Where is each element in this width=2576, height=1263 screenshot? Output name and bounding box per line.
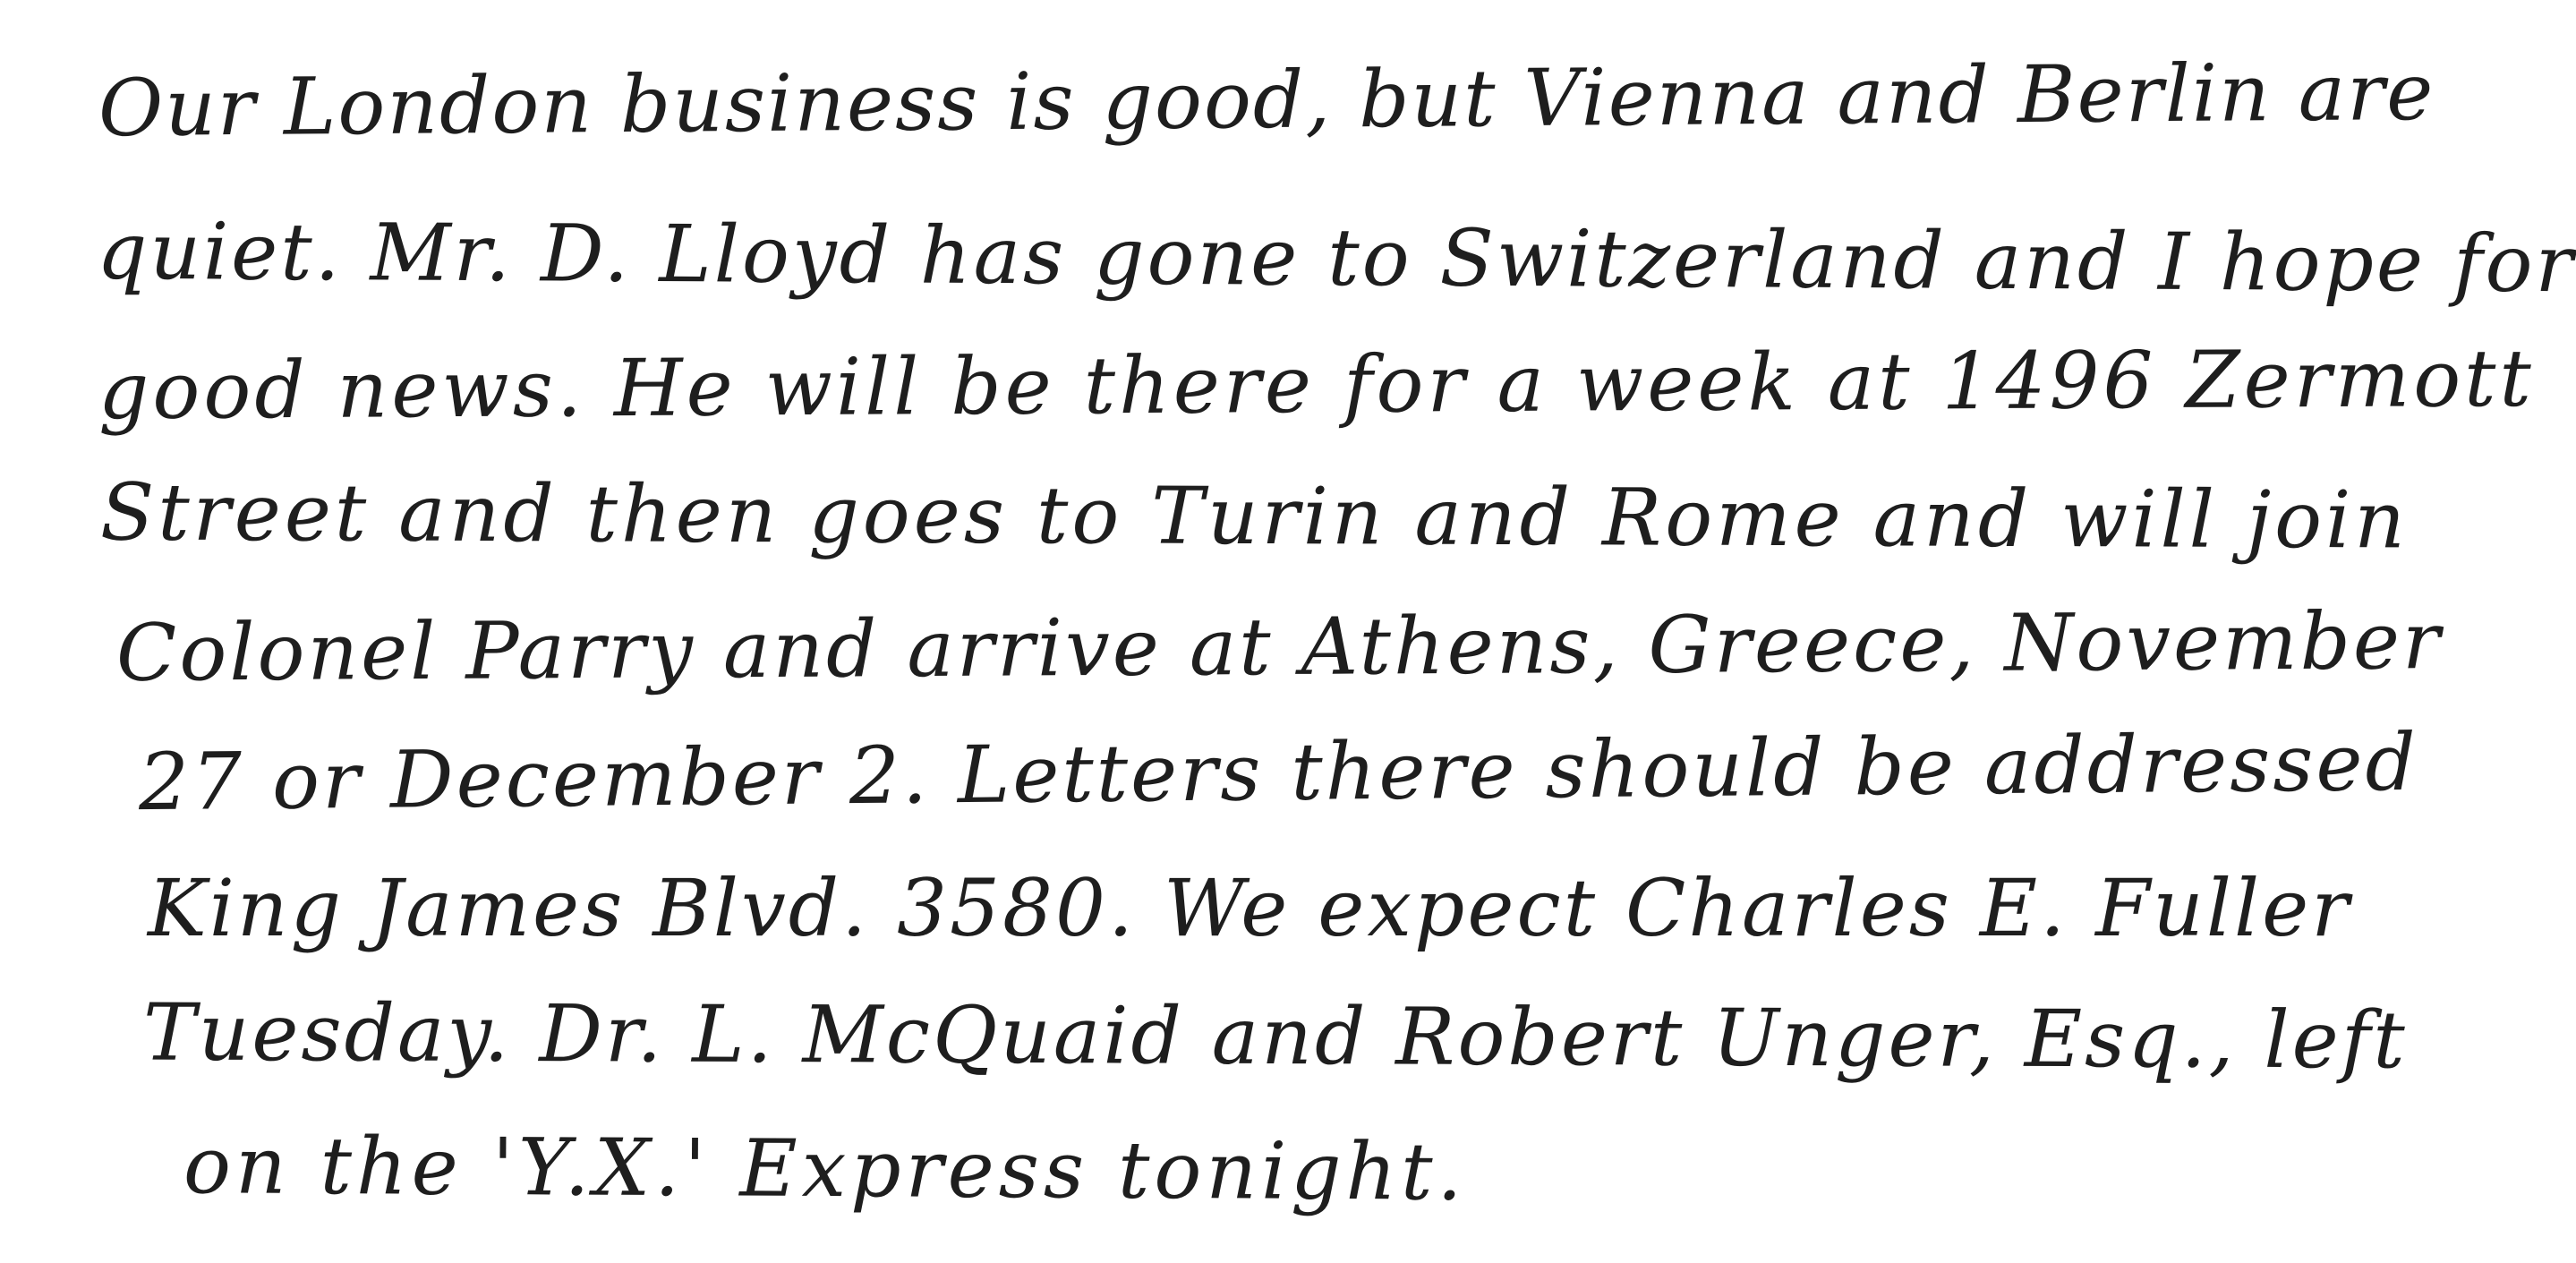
handwritten-line-8: Tuesday. Dr. L. McQuaid and Robert Unger, Esq., left <box>142 986 2408 1087</box>
handwritten-line-7: King James Blvd. 3580. We expect Charles E. Fuller <box>148 862 2352 954</box>
handwritten-line-9: on the 'Y.X.' Express tonight. <box>183 1119 1467 1218</box>
handwritten-line-4: Street and then goes to Turin and Rome and will join <box>99 465 2410 567</box>
handwritten-line-5: Colonel Parry and arrive at Athens, Greece, November <box>115 594 2444 699</box>
handwritten-line-2: quiet. Mr. D. Lloyd has gone to Switzerland and I hope for <box>96 204 2576 311</box>
handwritten-line-3: good news. He will be there for a week at 1496 Zermott <box>98 331 2536 438</box>
handwritten-line-6: 27 or December 2. Letters there should be addressed <box>138 715 2419 829</box>
handwritten-line-1: Our London business is good, but Vienna and Berlin are <box>98 45 2435 155</box>
